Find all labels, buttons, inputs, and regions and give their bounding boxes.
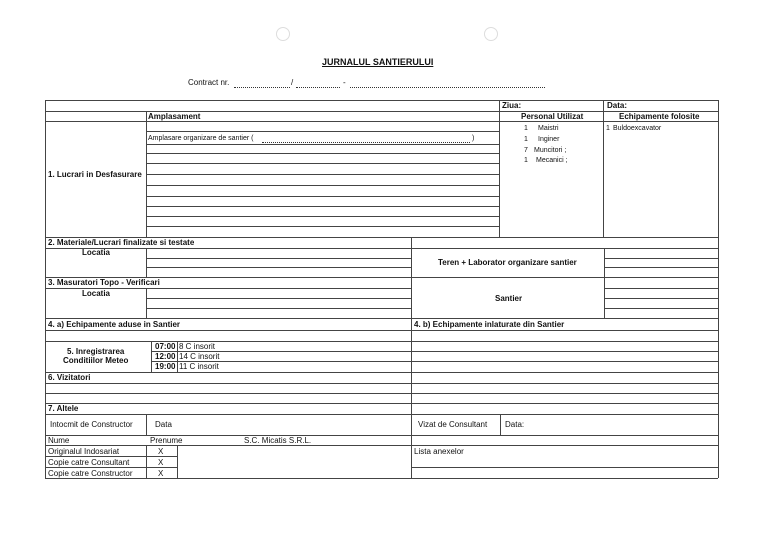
meteo-value: 11 C insorit bbox=[179, 362, 219, 371]
locatia-label: Locatia bbox=[82, 289, 111, 298]
meteo-label-line2: Conditiilor Meteo bbox=[63, 356, 129, 365]
contract-year-field[interactable] bbox=[296, 87, 340, 88]
section-4b-label: 4. b) Echipamente inlaturate din Santier bbox=[414, 320, 565, 329]
amplasare-field[interactable] bbox=[262, 142, 470, 143]
prenume-label: Prenume bbox=[150, 436, 183, 445]
teren-label: Teren + Laborator organizare santier bbox=[438, 258, 577, 267]
nume-label: Nume bbox=[48, 436, 70, 445]
personal-role: Muncitori ; bbox=[534, 147, 567, 154]
echipament-name: Buldoexcavator bbox=[613, 125, 662, 132]
section-3-label: 3. Masuratori Topo - Verificari bbox=[48, 278, 160, 287]
personal-count: 1 bbox=[524, 157, 528, 164]
copy-checkbox[interactable]: X bbox=[158, 458, 164, 467]
personal-utilizat-header: Personal Utilizat bbox=[521, 112, 584, 121]
section-1-label: 1. Lucrari in Desfasurare bbox=[48, 170, 142, 179]
echipamente-folosite-header: Echipamente folosite bbox=[619, 112, 700, 121]
punch-hole-right bbox=[484, 27, 498, 41]
page-title: JURNALUL SANTIERULUI bbox=[322, 57, 434, 67]
meteo-value: 8 C insorit bbox=[179, 342, 216, 351]
intocmit-label: Intocmit de Constructor bbox=[50, 420, 133, 429]
section-2-label: 2. Materiale/Lucrari finalizate si testate bbox=[48, 238, 195, 247]
santier-label: Santier bbox=[495, 294, 523, 303]
company-name: S.C. Micatis S.R.L. bbox=[244, 436, 312, 445]
lista-anexelor-label: Lista anexelor bbox=[414, 447, 464, 456]
locatia-label: Locatia bbox=[82, 248, 111, 257]
data-label: Data: bbox=[607, 101, 628, 110]
contract-label: Contract nr. bbox=[188, 78, 230, 87]
data-label-constructor: Data bbox=[155, 420, 172, 429]
section-6-label: 6. Vizitatori bbox=[48, 373, 91, 382]
section-4a-label: 4. a) Echipamente aduse in Santier bbox=[48, 320, 181, 329]
personal-count: 7 bbox=[524, 147, 528, 154]
contract-dash: - bbox=[343, 78, 346, 87]
meteo-time: 07:00 bbox=[155, 342, 176, 351]
meteo-time: 19:00 bbox=[155, 362, 176, 371]
meteo-label-line1: 5. Inregistrarea bbox=[67, 347, 125, 356]
copy-checkbox[interactable]: X bbox=[158, 469, 164, 478]
contract-number-field[interactable] bbox=[234, 87, 290, 88]
copy-label: Originalul Indosariat bbox=[48, 447, 120, 456]
meteo-value: 14 C insorit bbox=[179, 352, 220, 361]
personal-count: 1 bbox=[524, 125, 528, 132]
punch-hole-left bbox=[276, 27, 290, 41]
personal-role: Mecanici ; bbox=[536, 157, 568, 164]
section-7-label: 7. Altele bbox=[48, 404, 79, 413]
contract-slash: / bbox=[291, 78, 294, 87]
copy-checkbox[interactable]: X bbox=[158, 447, 164, 456]
echipament-count: 1 bbox=[606, 125, 610, 132]
copy-label: Copie catre Constructor bbox=[48, 469, 133, 478]
amplasare-close: ) bbox=[472, 135, 475, 142]
contract-description-field[interactable] bbox=[350, 87, 545, 88]
meteo-time: 12:00 bbox=[155, 352, 176, 361]
personal-role: Inginer bbox=[538, 136, 560, 143]
amplasare-label: Amplasare organizare de santier ( bbox=[148, 135, 254, 142]
data-label-consultant: Data: bbox=[505, 420, 525, 429]
ziua-label: Ziua: bbox=[502, 101, 522, 110]
personal-count: 1 bbox=[524, 136, 528, 143]
amplasament-label: Amplasament bbox=[148, 112, 201, 121]
copy-label: Copie catre Consultant bbox=[48, 458, 130, 467]
personal-role: Maistri bbox=[538, 125, 559, 132]
vizat-label: Vizat de Consultant bbox=[418, 420, 488, 429]
